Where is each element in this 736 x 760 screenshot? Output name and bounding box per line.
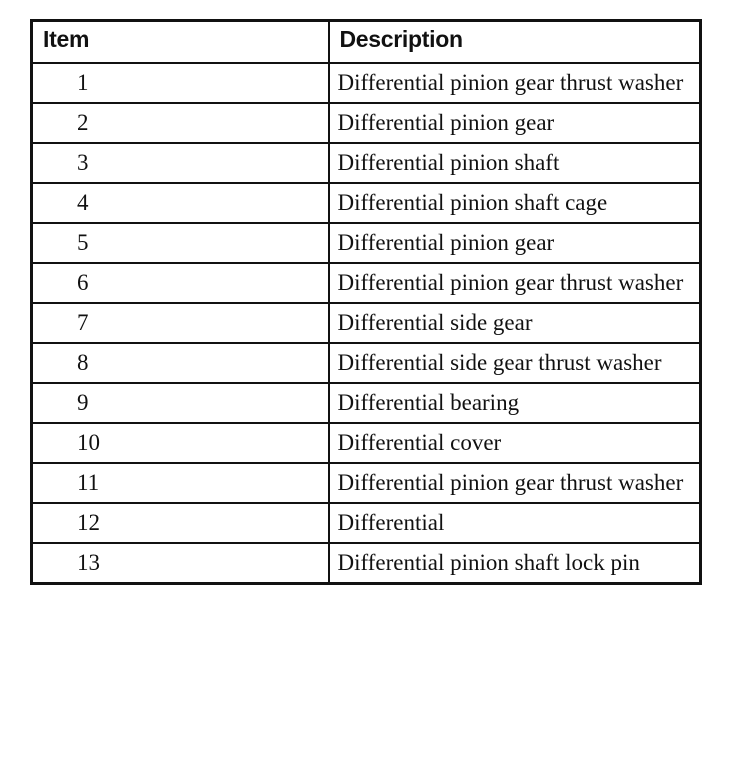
description-column-header: Description xyxy=(329,21,701,64)
item-description: Differential pinion shaft cage xyxy=(329,183,701,223)
item-description: Differential pinion gear thrust washer xyxy=(329,263,701,303)
item-number: 9 xyxy=(32,383,329,423)
item-number: 8 xyxy=(32,343,329,383)
item-description: Differential xyxy=(329,503,701,543)
table-row xyxy=(32,143,701,183)
item-description: Differential pinion shaft lock pin xyxy=(329,543,701,584)
item-number: 6 xyxy=(32,263,329,303)
table-row xyxy=(32,263,701,303)
table-row xyxy=(32,63,701,103)
parts-table xyxy=(30,19,702,585)
item-description: Differential pinion gear xyxy=(329,223,701,263)
item-description: Differential pinion gear xyxy=(329,103,701,143)
item-description: Differential side gear xyxy=(329,303,701,343)
item-number: 2 xyxy=(32,103,329,143)
table-row xyxy=(32,303,701,343)
item-number: 3 xyxy=(32,143,329,183)
table-row xyxy=(32,543,701,584)
item-description: Differential side gear thrust washer xyxy=(329,343,701,383)
item-description: Differential pinion gear thrust washer xyxy=(329,63,701,103)
table-header xyxy=(32,21,701,64)
item-description: Differential cover xyxy=(329,423,701,463)
item-number: 11 xyxy=(32,463,329,503)
item-number: 12 xyxy=(32,503,329,543)
item-number: 13 xyxy=(32,543,329,584)
table-row xyxy=(32,423,701,463)
table-row xyxy=(32,103,701,143)
table-row xyxy=(32,223,701,263)
header-row xyxy=(32,21,701,64)
item-description: Differential pinion shaft xyxy=(329,143,701,183)
item-description: Differential pinion gear thrust washer xyxy=(329,463,701,503)
table-body xyxy=(32,63,701,584)
table-row xyxy=(32,463,701,503)
item-number: 1 xyxy=(32,63,329,103)
table-row xyxy=(32,503,701,543)
table-row xyxy=(32,343,701,383)
item-column-header: Item xyxy=(32,21,329,64)
table-row xyxy=(32,383,701,423)
item-description: Differential bearing xyxy=(329,383,701,423)
table-row xyxy=(32,183,701,223)
item-number: 7 xyxy=(32,303,329,343)
item-number: 10 xyxy=(32,423,329,463)
item-number: 5 xyxy=(32,223,329,263)
item-number: 4 xyxy=(32,183,329,223)
